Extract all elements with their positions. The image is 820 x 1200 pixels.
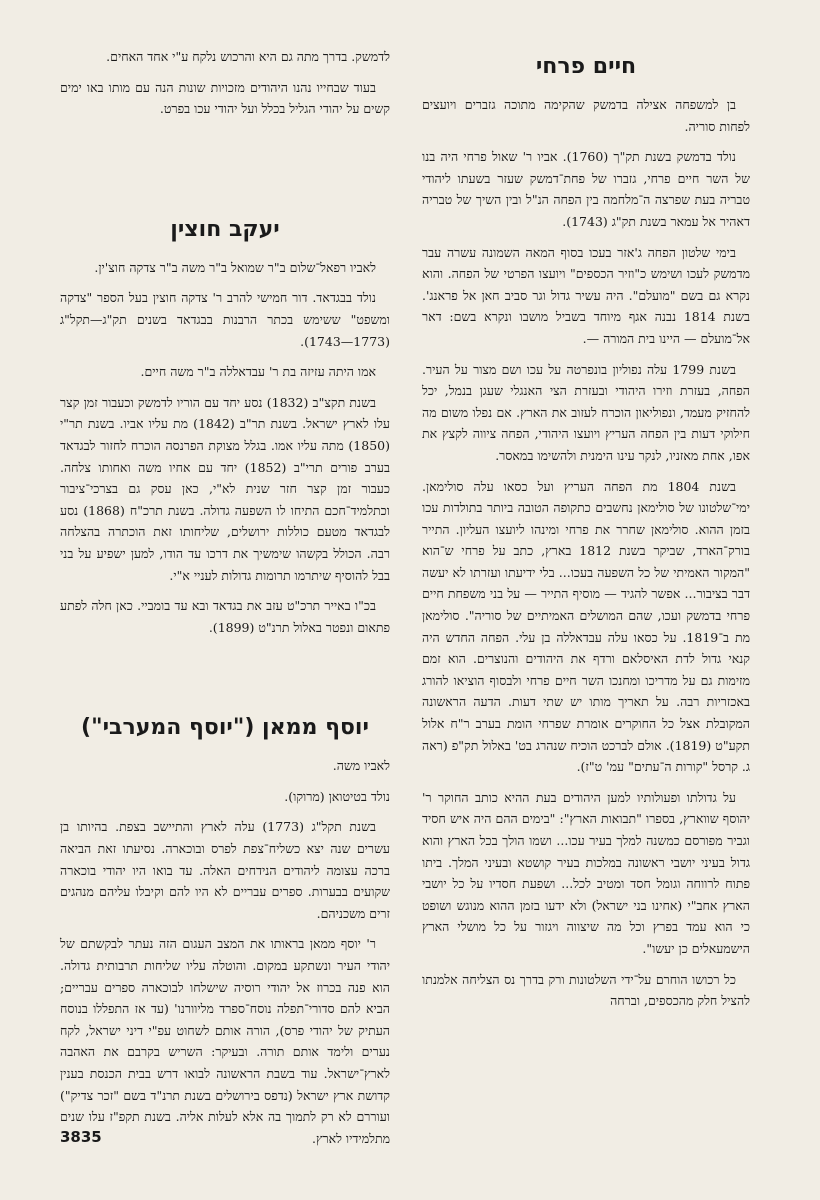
paragraph: לאביו רפאל־שלום ב"ר שמואל ב"ר משה ב"ר צדקה חוצ'ין. bbox=[94, 259, 376, 275]
paragraph: ר' יוסף ממאן בראותו את המצב העגום הזה נעתר לבקשתם של יהודי העיר ונשתקע במקום. והוטלה עליו שליחות תרבותית גדולה. הוא פנה בכרוז אל יהודי רוסיה שישלחו לבוכארה ספרים עבריים; הביא להם סדורי־תפלה נוסח־ספרד מליוורנו' (עד אז התפללו בנוסח העתיק של יהודי פרס), הורה אותם לשחוט עפ"י דיני ישראל, לקח נערים ולימד אותם תורה. ובעיקר: השריש בקרבם את האהבה לארץ־ישראל. עוד בשבת הראשונה לבואו דרש בבית הכנסת בענין קדושת ארץ ישראל (נדפס בירושלים בשנת תרנ"ד בשם "זכר צדיק") ועוררם לא רק לתמוך בה אלא לעלות אליה. בשנת תקפ"ז עלו שנים מתלמידיו לארץ. bbox=[60, 936, 390, 1146]
paragraph: כל רכושו הוחרם על־ידי השלטונות ורק בדרך נס הצליחה אלמנתו להציל חלק מהכספים, וברחה bbox=[422, 971, 750, 1009]
right-column bbox=[422, 46, 750, 1136]
paragraph: בכ"ו באייר תרכ"ט עזב את בגדאד ובא עד בומביי. כאן חלה לפתע פתאום ונפטר באלול תרנ"ט (1899). bbox=[60, 598, 390, 635]
entry-title-chaim-farhi: חיים פרחי bbox=[535, 54, 637, 79]
paragraph: בימי שלטון הפחה ג'אזר בעכו בסוף המאה השמונה עשרה עבר מדמשק לעכו ושימש כ"וזיר הכספים" ויועצו הפרטי של הפחה. והוא נקרא גם בשם "מועלם". היה עשיר גדול וגר סביב חאן אל פראנג'. בשנת 1814 נבנה אגף מיוחד בשביל מושבו ונקרא בשם: דאר אל־מועלם — היינו בית המורה —. bbox=[422, 244, 750, 346]
spacer bbox=[60, 647, 390, 707]
paragraph: בן למשפחה אצילה בדמשק שהקימה מתוכה גזברים ויועצים לפחות סוריה. bbox=[422, 97, 750, 134]
paragraph: בעוד שבחייו נהנו היהודים מזכויות שונות הנה עם מותו באו ימים קשים על יהודי הגליל בכלל ועל יהודי עכו בפרט. bbox=[60, 79, 390, 117]
paragraph: בשנת 1804 מת הפחה העריץ ועל כסאו עלה סולימאן. ימי־שלטונו של סולימאן נחשבים כתקופה הטובה ביותר בתולדות עכו בזמן ההוא. סולימאן שחרר את פרחי ומינהו ליועצו העליון. התייר בורק־הארד, שביקר בשנת 1812 בארץ, כתב על פרחי ש־הוא "המקור האמיתי של כל השפעה בעכו... בלי ידיעתו ועזרתו לא יעשה דבר בציבור... אפשר להגיד — מוסיף התייר — על בני משפחת חיים פרחי בדמשק ועכו, שהם המושלים האמיתיים של סוריה". סולימאן מת ב־1819. על כסאו עלה עבדאללה בן עלי. הפחה החדש היה קנאי גדול לדת האיסלאם ורדף את היהודים והנוצרים. הוא זמם מזימות גם על מדריכו ומחנכו השר חיים פרחי ולבסוף הוציאו להורג באכזריות רבה. על תאריך מותו יש שתי דעות. הדעה הראשונה המקובלת אצל כל החוקרים אומרת שפרחי הומת בערב ר"ח אלול תקע"ט (1819). אולם לברכט הוכיח שנהרג בט' באלול תק"פ (ראה ג. קרסל "קורות ה־עתים" עמ' ט"ז). bbox=[422, 478, 750, 775]
paragraph: בשנת תקל"ג (1773) עלה לארץ והתיישב בצפת. בהיותו בן עשרים שנה יצא כשליח־צפת לפרס ובוכארה. נסיעתו זאת הביאה ברכה עצומה ליהודים הנידחים האלה. עד בואו היו יהודי בוכארה שקועים בבערות. ספרים עבריים לא היו להם וקיבלו עליהם מנהגים זרים משכניהם. bbox=[60, 819, 390, 921]
paragraph: נולד בבגדאד. דור חמישי להרב ר' צדקה חוצין בעל הספר "צדקה ומשפט" ששימש בכתר הרבנות בבגדאד בשנים תק"ג—תקל"ג (1773—1743). bbox=[60, 290, 390, 349]
paragraph: אמו היתה עזיזה בת ר' עבדאללה ב"ר משה חיים. bbox=[140, 364, 376, 380]
paragraph: נולד בטיטואן (מרוקו). bbox=[284, 788, 390, 804]
page-number: 3835 bbox=[60, 1128, 102, 1146]
paragraph: על גדולתו ופעולותיו למען היהודים בעת ההיא כותב החוקר ר' יהוסף שווארץ, בספרו "תבואות הארץ": "בימים ההם היה איש חסיד וגביר מפורסם כמשנה למלך בעיר עכו... ושמו הולך בכל הארץ והוא גדול בעיני יושבי ראשונה במלכות בעיר קושטא ובעיני המלך. ביתו פתוח לרווחה וגומל חסד ומטיב לכל... ושפעת חסדיו על כל יושבי הארץ אחב"י (אחינו בני ישראל) ולא ידעו בזמן ההוא מנוגש ושופט כי הוא עמד בפרץ וכל מה שיצווה ויגזור על כל מושלי הארץ הישמעאלים כן יעשו". bbox=[422, 789, 750, 956]
paragraph: בשנת תקצ"ב (1832) נסע יחד עם הוריו לדמשק וכעבור זמן קצר עלו לארץ ישראל. בשנת תר"ב (1842) מת עליו אביו. בשנת תר"י (1850) מתה עליו אמו. בגלל מצוקת הפרנסה הוכרח לחזור לבגדאד בערב פורים תרי"ב (1852) יחד עם אחיו משה ואחותו צלחה. כעבור זמן קצר חזר שנית לא"י, כאן עסק גם בצרכי־ציבור וכתלמיד־חכם התיחו לו השפעה גדולה. בשנת תרכ"ח (1868) נסע לבגדאד מטעם כוללות ירושלים, שליחותו זאת הוכתרה בהצלחה רבה. הכולל בקשהו שימשיך את דרכו עד הודו, למען ישפיע על בני בבל להוסיף שיתרמו תרומות גדולות לעניי א"י. bbox=[60, 394, 390, 583]
entry-title-yaakov-hutzin: יעקב חוצין bbox=[170, 216, 280, 242]
paragraph: לאביו משה. bbox=[332, 758, 390, 774]
spacer bbox=[60, 129, 390, 209]
paragraph-continuation: לדמשק. בדרך מתה גם היא והרכוש נלקח ע"י אחד האחים. bbox=[106, 49, 390, 64]
paragraph: בשנת 1799 עלה נפוליון בונפרטה על עכו ושם מצור על העיר. הפחה, בעזרת וזירו היהודי ובעזרת הצי האנגלי שעגן בנמל, יכל להחזיק מעמד, ונפוליאון הוכרח לעזוב את הארץ. אם נפלו משום מה חילוקי דעות בין הפחה העריץ ויועצו היהודי, הפחה ציווה לקצץ את אפו, אחת מאזניו, לנקר עינו הימנית ולהשימו במאסר. bbox=[422, 361, 750, 463]
paragraph: נולד בדמשק בשנת תק"ך (1760). אביו ר' שאול פרחי היה בנו של השר חיים פרחי, גזברו של פחת־דמשק שעזר בשעתו ליהודי טבריה בעת שפרצה ה־מלחמה בין הפחה הנ"ל ובין השיך של טבריה דאהיר אל עמאר בשנת תק"ג (1743). bbox=[422, 149, 750, 229]
entry-title-yosef-mamman: יוסף ממאן ("יוסף המערבי") bbox=[81, 715, 369, 741]
